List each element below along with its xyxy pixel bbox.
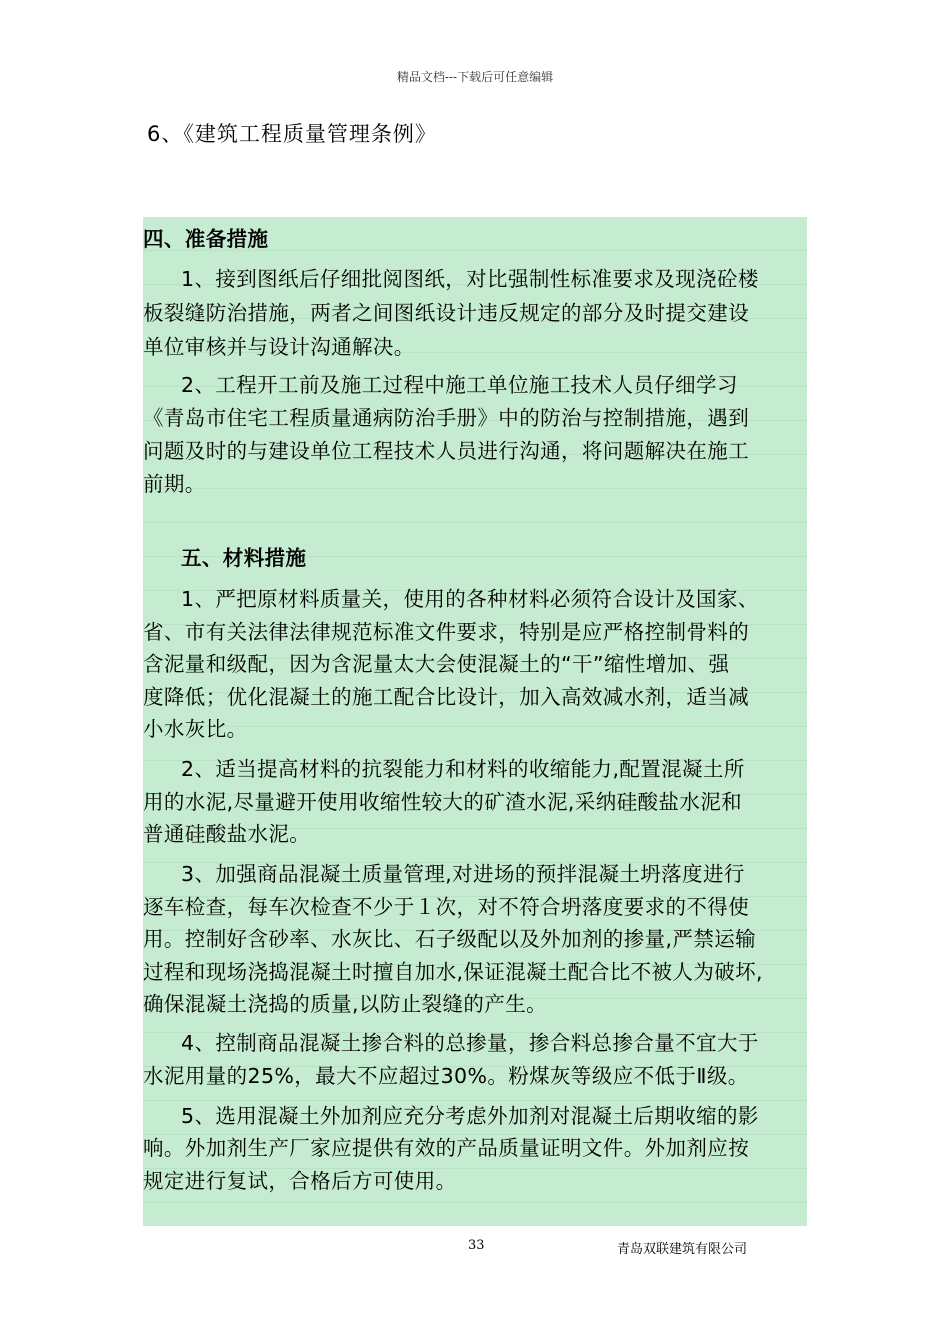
section-4-line: 板裂缝防治措施，两者之间图纸设计违反规定的部分及时提交建设 bbox=[143, 301, 750, 325]
section-5-line: 3、加强商品混凝土质量管理,对进场的预拌混凝土坍落度进行 bbox=[181, 862, 745, 886]
section-5-line: 含泥量和级配，因为含泥量太大会使混凝土的“干”缩性增加、强 bbox=[143, 652, 730, 676]
section-5-line: 规定进行复试，合格后方可使用。 bbox=[143, 1169, 457, 1193]
page-number: 33 bbox=[468, 1238, 485, 1253]
company-name: 青岛双联建筑有限公司 bbox=[617, 1242, 748, 1257]
page-header-watermark: 精品文档---下载后可任意编辑 bbox=[396, 70, 554, 84]
section-5-line: 省、市有关法律法律规范标准文件要求，特别是应严格控制骨料的 bbox=[143, 620, 750, 644]
section-4-line: 1、接到图纸后仔细批阅图纸，对比强制性标准要求及现浇砼楼 bbox=[181, 267, 759, 291]
section-5-line: 5、选用混凝土外加剂应充分考虑外加剂对混凝土后期收缩的影 bbox=[181, 1104, 759, 1128]
section-5-line: 逐车检查，每车次检查不少于１次，对不符合坍落度要求的不得使 bbox=[143, 895, 750, 919]
section-5-line: 用。控制好含砂率、水灰比、石子级配以及外加剂的掺量,严禁运输 bbox=[143, 927, 757, 951]
section-5-line: 4、控制商品混凝土掺合料的总掺量，掺合料总掺合量不宜大于 bbox=[181, 1031, 759, 1055]
section-5-line: 响。外加剂生产厂家应提供有效的产品质量证明文件。外加剂应按 bbox=[143, 1136, 750, 1160]
section-5-line: 过程和现场浇捣混凝土时擅自加水,保证混凝土配合比不被人为破坏, bbox=[143, 960, 763, 984]
section-4-line: 问题及时的与建设单位工程技术人员进行沟通，将问题解决在施工 bbox=[143, 439, 750, 463]
section-4-line: 前期。 bbox=[143, 472, 206, 496]
section-4-line: 2、工程开工前及施工过程中施工单位施工技术人员仔细学习 bbox=[181, 373, 738, 397]
section-5-line: 1、严把原材料质量关，使用的各种材料必须符合设计及国家、 bbox=[181, 587, 759, 611]
section-5-line: 度降低；优化混凝土的施工配合比设计，加入高效减水剂，适当减 bbox=[143, 685, 750, 709]
section-4-line: 单位审核并与设计沟通解决。 bbox=[143, 335, 415, 359]
section-5-line: 2、适当提高材料的抗裂能力和材料的收缩能力,配置混凝土所 bbox=[181, 757, 745, 781]
section-5-line: 水泥用量的25%，最大不应超过30%。粉煤灰等级应不低于Ⅱ级。 bbox=[143, 1064, 749, 1088]
section-5-heading: 五、材料措施 bbox=[181, 546, 307, 570]
section-4-heading: 四、准备措施 bbox=[143, 227, 269, 251]
section-5-line: 小水灰比。 bbox=[143, 717, 248, 741]
regulation-item-6: 6、《建筑工程质量管理条例》 bbox=[147, 122, 437, 146]
section-4-line: 《青岛市住宅工程质量通病防治手册》中的防治与控制措施，遇到 bbox=[143, 406, 750, 430]
section-5-line: 用的水泥,尽量避开使用收缩性较大的矿渣水泥,采纳硅酸盐水泥和 bbox=[143, 790, 743, 814]
section-5-line: 普通硅酸盐水泥。 bbox=[143, 822, 311, 846]
section-5-line: 确保混凝土浇捣的质量,以防止裂缝的产生。 bbox=[143, 992, 548, 1016]
